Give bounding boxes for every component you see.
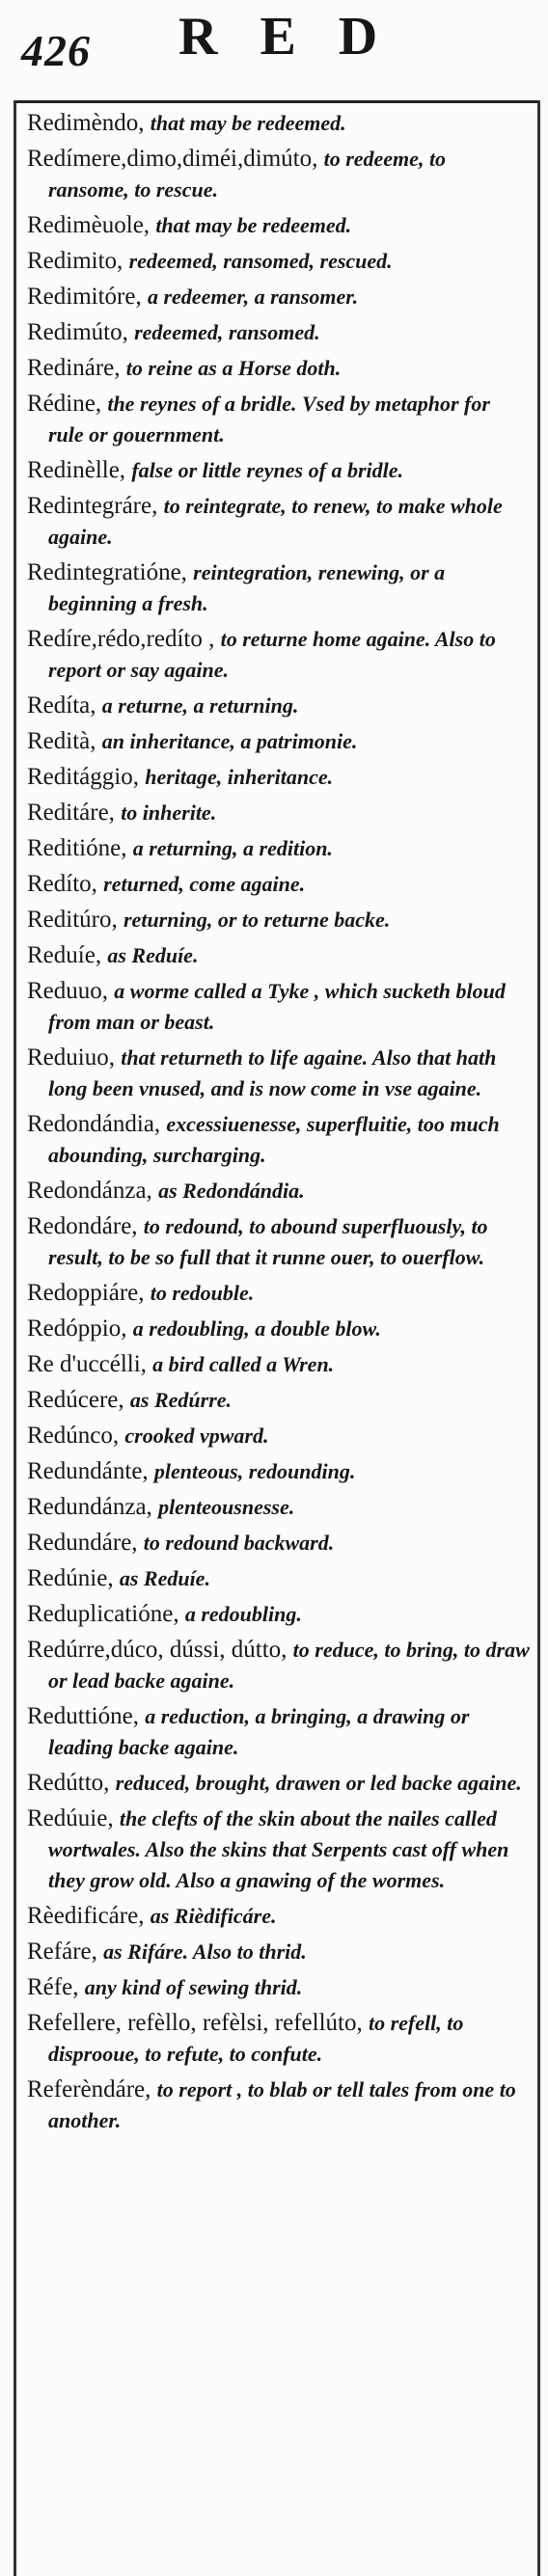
entry-gloss: as Rifáre. Also to thrid. xyxy=(103,1939,307,1964)
entry-gloss: crooked vpward. xyxy=(124,1424,269,1448)
dictionary-entry xyxy=(27,1528,531,1559)
entry-headword: Reditáre, xyxy=(27,800,115,826)
dictionary-entry xyxy=(27,1701,531,1763)
dictionary-entry xyxy=(27,1599,531,1630)
entry-gloss: that returneth to life againe. Also that hath long been vnused, and is now come in vse againe. xyxy=(48,1045,497,1100)
dictionary-entry xyxy=(27,1768,531,1799)
dictionary-entry xyxy=(27,491,531,553)
entry-gloss: to refell, to disprooue, to refute, to confute. xyxy=(48,2011,464,2066)
dictionary-entry xyxy=(27,1314,531,1344)
entry-headword: Redúuie, xyxy=(27,1805,114,1831)
entry-gloss: as Redondándia. xyxy=(158,1179,305,1203)
entry-gloss: returning, or to returne backe. xyxy=(123,908,391,932)
entry-gloss: an inheritance, a patrimonie. xyxy=(101,729,358,753)
dictionary-entry xyxy=(27,798,531,828)
entry-headword: Redimèndo, xyxy=(27,110,145,136)
entry-headword: Redímere,dimo,diméi,dimúto, xyxy=(27,146,318,172)
dictionary-entry xyxy=(27,1635,531,1696)
entry-headword: Redóppio, xyxy=(27,1315,127,1342)
entry-headword: Reditióne, xyxy=(27,835,127,861)
dictionary-entry xyxy=(27,557,531,619)
entry-headword: Reduplicatióne, xyxy=(27,1601,179,1627)
entry-gloss: as Reduíe. xyxy=(107,943,199,967)
entry-headword: Reduiuo, xyxy=(27,1044,115,1071)
entry-gloss: a reduction, a bringing, a drawing or leading backe againe. xyxy=(48,1704,470,1759)
entry-gloss: heritage, inheritance. xyxy=(145,765,334,789)
dictionary-entry xyxy=(27,2008,531,2070)
dictionary-entry xyxy=(27,210,531,241)
page-number: 426 xyxy=(21,26,91,75)
entry-headword: Redinèlle, xyxy=(27,457,126,483)
entry-headword: Redúnco, xyxy=(27,1423,120,1449)
entry-headword: Redimèuole, xyxy=(27,212,151,238)
dictionary-entry xyxy=(27,389,531,450)
entry-gloss: as Redúrre. xyxy=(129,1388,233,1412)
entry-gloss: a returning, a redition. xyxy=(132,836,333,860)
dictionary-entry xyxy=(27,869,531,900)
dictionary-entry xyxy=(27,1385,531,1416)
entry-gloss: plenteous, redounding. xyxy=(153,1459,356,1483)
dictionary-entry xyxy=(27,455,531,486)
entry-headword: Reduíe, xyxy=(27,942,102,968)
entry-headword: Redondánza, xyxy=(27,1178,152,1204)
entry-gloss: to redound, to abound superfluously, to result, to be so full that it runne ouer, to ouerflow. xyxy=(48,1214,488,1269)
entry-gloss: any kind of sewing thrid. xyxy=(84,1975,303,1999)
dictionary-entry xyxy=(27,144,531,205)
entry-gloss: to redeeme, to ransome, to rescue. xyxy=(48,147,447,202)
column-rule-right xyxy=(537,100,540,2576)
entry-headword: Redíta, xyxy=(27,692,96,719)
entry-gloss: to returne home againe. Also to report or say againe. xyxy=(48,627,496,682)
dictionary-entry xyxy=(27,1972,531,2003)
entry-gloss: redeemed, ransomed. xyxy=(134,320,320,344)
entry-gloss: the clefts of the skin about the nailes called wortwales. Also the skins that Serpents cast off when they grow old. Also a gnawing of the wormes. xyxy=(48,1806,509,1892)
entry-gloss: reduced, brought, drawen or led backe againe. xyxy=(115,1771,522,1795)
dictionary-entry xyxy=(27,905,531,935)
running-head: RED xyxy=(178,7,421,67)
entry-headword: Redintegratióne, xyxy=(27,559,187,585)
header-rule xyxy=(14,100,539,103)
entry-headword: Redimúto, xyxy=(27,319,128,345)
entry-gloss: the reynes of a bridle. Vsed by metaphor for rule or gouernment. xyxy=(48,392,490,447)
dictionary-entry xyxy=(27,624,531,686)
entry-list xyxy=(27,108,531,2141)
dictionary-entry xyxy=(27,1421,531,1451)
entry-gloss: excessiuenesse, superfluitie, too much abounding, surcharging. xyxy=(48,1112,500,1167)
entry-gloss: to report , to blab or tell tales from one to another. xyxy=(48,2077,516,2132)
entry-headword: Redimitóre, xyxy=(27,284,142,310)
entry-headword: Redináre, xyxy=(27,355,121,381)
dictionary-entry xyxy=(27,1278,531,1309)
entry-gloss: a redeemer, a ransomer. xyxy=(147,285,359,309)
entry-headword: Redíto, xyxy=(27,871,97,897)
entry-gloss: to reintegrate, to renew, to make whole againe. xyxy=(48,494,503,549)
entry-gloss: to redouble. xyxy=(150,1281,255,1305)
entry-headword: Redíre,rédo,redíto , xyxy=(27,626,215,652)
dictionary-entry xyxy=(27,940,531,971)
entry-gloss: that may be redeemed. xyxy=(150,111,346,135)
dictionary-entry xyxy=(27,246,531,277)
entry-headword: Redondáre, xyxy=(27,1213,138,1239)
dictionary-entry xyxy=(27,833,531,864)
entry-gloss: reintegration, renewing, or a beginning a fresh. xyxy=(48,560,446,615)
entry-headword: Redúcere, xyxy=(27,1387,124,1413)
entry-headword: Redúrre,dúco, dússi, dútto, xyxy=(27,1637,288,1663)
entry-gloss: as Reduíe. xyxy=(119,1566,210,1590)
entry-headword: Redità, xyxy=(27,728,96,754)
entry-gloss: to reduce, to bring, to draw or lead backe againe. xyxy=(48,1638,530,1693)
dictionary-entry xyxy=(27,1803,531,1896)
dictionary-entry xyxy=(27,2074,531,2136)
entry-headword: Rédine, xyxy=(27,391,102,417)
entry-headword: Refellere, refèllo, refèlsi, refellúto, xyxy=(27,2010,363,2036)
entry-gloss: a redoubling. xyxy=(184,1602,302,1626)
entry-headword: Redútto, xyxy=(27,1770,110,1796)
entry-headword: Réfe, xyxy=(27,1974,79,2000)
dictionary-entry xyxy=(27,1563,531,1594)
entry-gloss: a redoubling, a double blow. xyxy=(132,1316,381,1341)
entry-gloss: false or little reynes of a bridle. xyxy=(131,458,403,482)
page-header xyxy=(0,0,548,100)
entry-headword: Rèedificáre, xyxy=(27,1903,145,1929)
entry-headword: Redúnie, xyxy=(27,1565,114,1591)
column-rule-left xyxy=(14,100,16,2576)
entry-gloss: that may be redeemed. xyxy=(155,213,352,237)
entry-headword: Referèndáre, xyxy=(27,2076,151,2102)
entry-gloss: redeemed, ransomed, rescued. xyxy=(128,249,393,273)
entry-gloss: a bird called a Wren. xyxy=(152,1352,335,1376)
entry-headword: Redintegráre, xyxy=(27,493,158,519)
dictionary-entry xyxy=(27,1901,531,1932)
entry-headword: Reditúro, xyxy=(27,907,118,933)
entry-gloss: to inherite. xyxy=(121,800,217,825)
dictionary-entry xyxy=(27,317,531,348)
entry-headword: Redoppiáre, xyxy=(27,1280,145,1306)
entry-headword: Reditággio, xyxy=(27,764,139,790)
entry-headword: Redundáre, xyxy=(27,1530,138,1556)
entry-gloss: to redound backward. xyxy=(143,1531,335,1555)
entry-gloss: as Rièdificáre. xyxy=(150,1904,277,1928)
dictionary-entry xyxy=(27,108,531,139)
entry-headword: Redimito, xyxy=(27,248,123,274)
entry-gloss: to reine as a Horse doth. xyxy=(125,356,342,380)
dictionary-entry xyxy=(27,1043,531,1104)
dictionary-entry xyxy=(27,282,531,312)
entry-gloss: returned, come againe. xyxy=(103,872,306,896)
dictionary-entry xyxy=(27,726,531,757)
dictionary-entry xyxy=(27,1492,531,1523)
entry-gloss: plenteousnesse. xyxy=(158,1495,295,1519)
dictionary-entry xyxy=(27,1211,531,1273)
entry-gloss: a returne, a returning. xyxy=(101,693,299,718)
dictionary-entry xyxy=(27,1937,531,1967)
entry-gloss: a worme called a Tyke , which sucketh bloud from man or beast. xyxy=(48,979,506,1034)
entry-headword: Refáre, xyxy=(27,1939,97,1965)
entry-headword: Reduuo, xyxy=(27,978,109,1004)
entry-headword: Redondándia, xyxy=(27,1111,161,1137)
dictionary-entry xyxy=(27,762,531,793)
dictionary-entry xyxy=(27,353,531,384)
dictionary-entry xyxy=(27,691,531,721)
dictionary-entry xyxy=(27,1349,531,1380)
entry-headword: Redundánte, xyxy=(27,1458,149,1484)
entry-headword: Re d'uccélli, xyxy=(27,1351,147,1377)
dictionary-entry xyxy=(27,976,531,1038)
entry-headword: Redundánza, xyxy=(27,1494,152,1520)
dictionary-entry xyxy=(27,1176,531,1207)
entry-headword: Reduttióne, xyxy=(27,1703,139,1729)
dictionary-entry xyxy=(27,1456,531,1487)
dictionary-entry xyxy=(27,1109,531,1171)
